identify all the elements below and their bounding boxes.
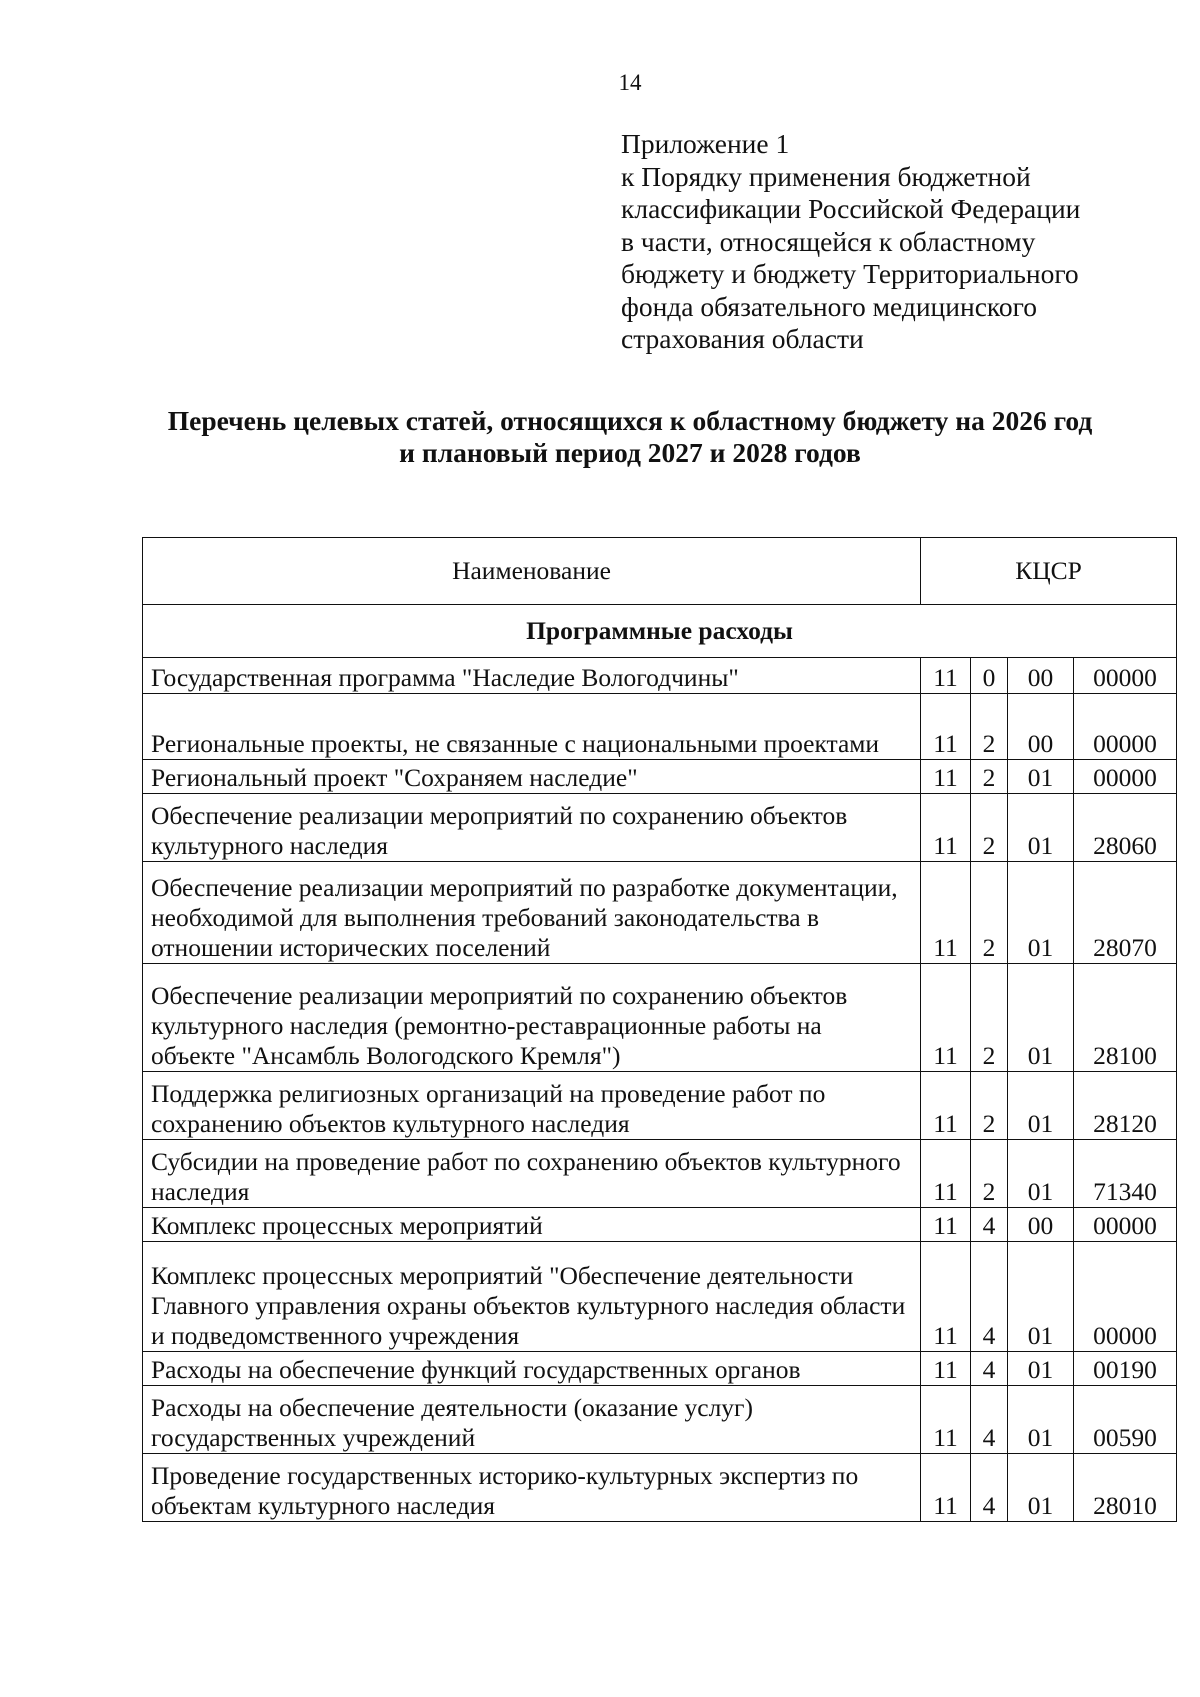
row-code-event: 01	[1008, 760, 1074, 794]
row-code-subprogram: 2	[971, 760, 1008, 794]
appendix-line: в части, относящейся к областному	[621, 225, 1036, 257]
row-name: Расходы на обеспечение деятельности (оказание услуг) государственных учреждений	[143, 1386, 921, 1454]
row-code-event: 01	[1008, 794, 1074, 862]
document-title	[0, 405, 1200, 469]
row-code-subprogram: 2	[971, 794, 1008, 862]
row-code-program: 11	[921, 1352, 971, 1386]
table-row	[143, 794, 1177, 862]
table-row	[143, 658, 1177, 694]
row-code-direction: 00000	[1074, 694, 1177, 760]
row-code-event: 01	[1008, 964, 1074, 1072]
appendix-line: бюджету и бюджету Территориального	[621, 258, 1079, 289]
row-code-event: 00	[1008, 1208, 1074, 1242]
table-row	[143, 964, 1177, 1072]
kcsr-table	[142, 537, 1177, 1522]
row-code-event: 01	[1008, 862, 1074, 964]
title-line: и плановый период 2027 и 2028 годов	[399, 437, 861, 468]
row-name: Региональный проект "Сохраняем наследие"	[143, 760, 921, 794]
row-code-program: 11	[921, 1242, 971, 1352]
row-code-direction: 28060	[1074, 794, 1177, 862]
row-name: Поддержка религиозных организаций на проведение работ по сохранению объектов культурного наследия	[143, 1072, 921, 1140]
row-code-event: 01	[1008, 1140, 1074, 1208]
table-row	[143, 1072, 1177, 1140]
row-name: Обеспечение реализации мероприятий по сохранению объектов культурного наследия (ремонтно-реставрационные работы на объекте "Ансамбль Вологодского Кремля")	[143, 964, 921, 1072]
row-code-direction: 00000	[1074, 760, 1177, 794]
table-row	[143, 1386, 1177, 1454]
row-code-subprogram: 2	[971, 694, 1008, 760]
row-code-direction: 00000	[1074, 1242, 1177, 1352]
row-code-subprogram: 0	[971, 658, 1008, 694]
row-code-program: 11	[921, 1386, 971, 1454]
row-code-program: 11	[921, 964, 971, 1072]
table-row	[143, 760, 1177, 794]
row-code-direction: 28120	[1074, 1072, 1177, 1140]
title-line: Перечень целевых статей, относящихся к областному бюджету на 2026 год	[167, 405, 1093, 436]
row-code-direction: 71340	[1074, 1140, 1177, 1208]
row-name: Обеспечение реализации мероприятий по разработке документации, необходимой для выполнения требований законодательства в отношении исторических поселений	[143, 862, 921, 964]
table-row	[143, 1140, 1177, 1208]
appendix-line: страхования области	[621, 323, 864, 354]
row-code-subprogram: 4	[971, 1208, 1008, 1242]
row-code-program: 11	[921, 760, 971, 794]
row-code-direction: 28010	[1074, 1454, 1177, 1522]
row-name: Комплекс процессных мероприятий	[143, 1208, 921, 1242]
appendix-note	[621, 128, 1181, 356]
row-code-event: 01	[1008, 1454, 1074, 1522]
row-code-program: 11	[921, 694, 971, 760]
row-code-program: 11	[921, 1072, 971, 1140]
row-code-subprogram: 2	[971, 862, 1008, 964]
row-code-event: 01	[1008, 1242, 1074, 1352]
row-code-direction: 28070	[1074, 862, 1177, 964]
table-row	[143, 1454, 1177, 1522]
table-row	[143, 862, 1177, 964]
row-code-program: 11	[921, 1454, 971, 1522]
row-code-subprogram: 4	[971, 1352, 1008, 1386]
row-code-subprogram: 4	[971, 1386, 1008, 1454]
row-code-subprogram: 4	[971, 1242, 1008, 1352]
row-code-direction: 28100	[1074, 964, 1177, 1072]
row-code-program: 11	[921, 1140, 971, 1208]
section-title: Программные расходы	[143, 605, 1177, 658]
table-row	[143, 1352, 1177, 1386]
row-code-program: 11	[921, 862, 971, 964]
row-code-event: 00	[1008, 658, 1074, 694]
appendix-line: фонда обязательного медицинского	[621, 290, 1037, 322]
row-code-direction: 00590	[1074, 1386, 1177, 1454]
row-code-direction: 00000	[1074, 1208, 1177, 1242]
row-code-event: 01	[1008, 1386, 1074, 1454]
row-code-subprogram: 2	[971, 1140, 1008, 1208]
row-name: Комплекс процессных мероприятий "Обеспечение деятельности Главного управления охраны объектов культурного наследия области и подведомственного учреждения	[143, 1242, 921, 1352]
row-code-event: 00	[1008, 694, 1074, 760]
row-name: Субсидии на проведение работ по сохранению объектов культурного наследия	[143, 1140, 921, 1208]
row-name: Обеспечение реализации мероприятий по сохранению объектов культурного наследия	[143, 794, 921, 862]
appendix-line: к Порядку применения бюджетной	[621, 160, 1031, 192]
row-code-event: 01	[1008, 1352, 1074, 1386]
appendix-line: классификации Российской Федерации	[621, 193, 1081, 224]
row-code-program: 11	[921, 658, 971, 694]
section-row	[143, 605, 1177, 658]
table-row	[143, 694, 1177, 760]
row-code-direction: 00000	[1074, 658, 1177, 694]
row-name: Региональные проекты, не связанные с национальными проектами	[143, 694, 921, 760]
row-code-direction: 00190	[1074, 1352, 1177, 1386]
row-name: Проведение государственных историко-культурных экспертиз по объектам культурного наследия	[143, 1454, 921, 1522]
table-header-row	[143, 538, 1177, 605]
appendix-line: Приложение 1	[621, 128, 790, 159]
row-name: Расходы на обеспечение функций государственных органов	[143, 1352, 921, 1386]
row-code-subprogram: 2	[971, 1072, 1008, 1140]
header-kcsr: КЦСР	[921, 538, 1177, 605]
table-row	[143, 1242, 1177, 1352]
row-code-event: 01	[1008, 1072, 1074, 1140]
row-code-program: 11	[921, 794, 971, 862]
header-name: Наименование	[143, 538, 921, 605]
table-row	[143, 1208, 1177, 1242]
row-code-subprogram: 2	[971, 964, 1008, 1072]
page-number: 14	[618, 70, 642, 95]
row-code-subprogram: 4	[971, 1454, 1008, 1522]
row-code-program: 11	[921, 1208, 971, 1242]
row-name: Государственная программа "Наследие Вологодчины"	[143, 658, 921, 694]
